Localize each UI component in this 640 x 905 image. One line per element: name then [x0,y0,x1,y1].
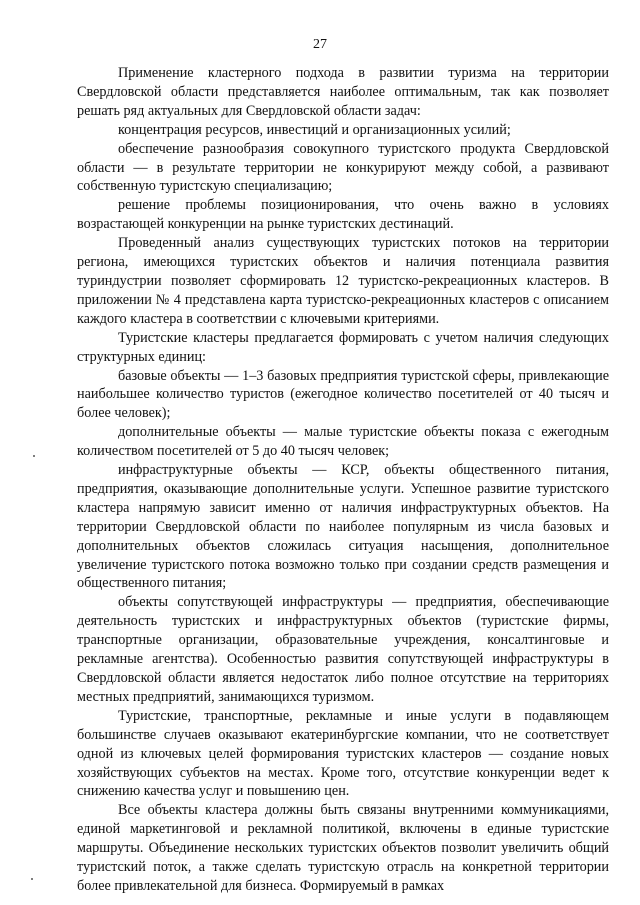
paragraph-5: Проведенный анализ существующих туристских потоков на территории региона, имеющихся туристских объектов и наличия потенциала развития туриндустрии позволяет сформировать 12 туристско-рекреационных кластеров. В приложении № 4 представлена карта туристско-рекреационных кластеров с описанием каждого кластера в соответствии с ключевыми критериями. [77,235,609,327]
page-body [77,64,609,896]
paragraph-12: Все объекты кластера должны быть связаны внутренними коммуникациями, единой маркетинговой и рекламной политикой, включены в единые туристские маршруты. Объединение нескольких туристских объектов позволит увеличить общий туристский поток, а также сделать туристскую отрасль на конкретной территории более привлекательной для бизнеса. Формируемый в рамках [77,802,609,894]
paragraph-11: Туристские, транспортные, рекламные и иные услуги в подавляющем большинстве случаев оказывают екатеринбургские компании, что не соответствует одной из ключевых целей формирования туристских кластеров — создание новых хозяйствующих субъектов на местах. Кроме того, отсутствие конкуренции ведет к снижению качества услуг и повышению цен. [77,707,609,800]
paragraph-4: решение проблемы позиционирования, что очень важно в условиях возрастающей конкуренции на рынке туристских дестинаций. [77,197,609,233]
paragraph-2: концентрация ресурсов, инвестиций и организационных усилий; [118,121,511,138]
paragraph-10: объекты сопутствующей инфраструктуры — предприятия, обеспечивающие деятельность туристских и инфраструктурных объектов (туристские фирмы, транспортные организации, образовательные учреждения, консалтинговые и рекламные агентства). Особенностью развития сопутствующей инфраструктуры в Свердловской области является недостаток либо полное отсутствие на территориях местных предприятий, занимающихся туризмом. [77,594,609,705]
paragraph-3: обеспечение разнообразия совокупного туристского продукта Свердловской области — в результате территории не конкурируют между собой, а развивают собственную туристскую специализацию; [77,140,609,195]
page-number: 27 [313,37,327,52]
scan-speck [31,878,33,880]
paragraph-1: Применение кластерного подхода в развитии туризма на территории Свердловской области представляется наиболее оптимальным, так как позволяет решать ряд актуальных для Свердловской области задач: [77,65,609,119]
paragraph-7: базовые объекты — 1–3 базовых предприятия туристской сферы, привлекающие наибольшее количество туристов (ежегодное количество посетителей от 40 тысяч и более человек); [77,367,609,422]
paragraph-9: инфраструктурные объекты — КСР, объекты общественного питания, предприятия, оказывающие дополнительные услуги. Успешное развитие туристского кластера напрямую зависит именно от наличия инфраструктурных объектов. На территории Свердловской области по наиболее популярным из числа базовых и дополнительных объектов сложилась ситуация насыщения, дополнительное увеличение туристского потока возможно только при создании средств размещения и общественного питания; [77,462,609,592]
scan-speck [33,455,35,457]
paragraph-6: Туристские кластеры предлагается формировать с учетом наличия следующих структурных единиц: [77,329,609,365]
paragraph-8: дополнительные объекты — малые туристские объекты показа с ежегодным количеством посетителей от 5 до 40 тысяч человек; [77,424,609,460]
